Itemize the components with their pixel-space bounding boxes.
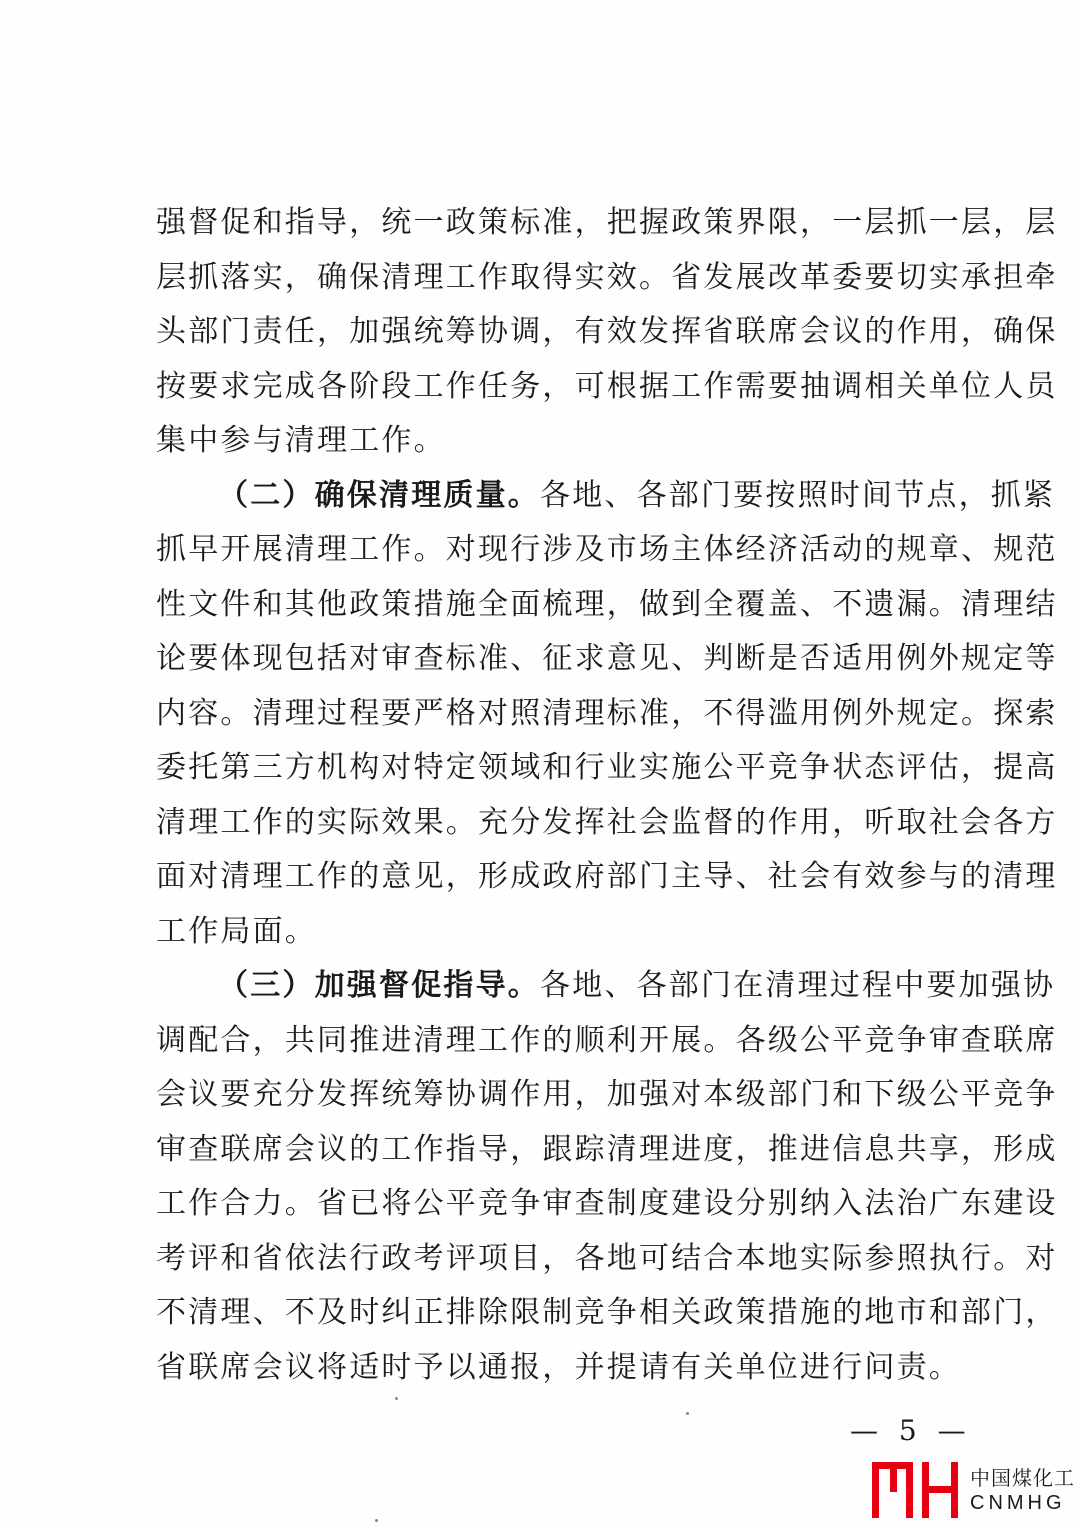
paragraph-first-line	[156, 469, 1056, 524]
text-line: 层抓落实，确保清理工作取得实效。省发展改革委要切实承担牵	[156, 259, 1058, 295]
text-line: 按要求完成各阶段工作任务，可根据工作需要抽调相关单位人员	[156, 368, 1058, 404]
text-line: 省联席会议将适时予以通报，并提请有关单位进行问责。	[156, 1349, 961, 1385]
text-line: 会议要充分发挥统筹协调作用，加强对本级部门和下级公平竞争	[156, 1077, 1058, 1112]
text-line: 清理工作的实际效果。充分发挥社会监督的作用，听取社会各方	[156, 804, 1058, 840]
text-line: 强督促和指导，统一政策标准，把握政策界限，一层抓一层，层	[156, 205, 1058, 240]
scan-speck	[375, 1519, 378, 1522]
text-line: 内容。清理过程要严格对照清理标准，不得滥用例外规定。探索	[156, 695, 1058, 731]
watermark-name-en: CNMHG	[970, 1492, 1066, 1514]
page-number: — 5 —	[850, 1414, 972, 1447]
text-run: 各地、各部门在清理过程中要加强协	[540, 968, 1056, 1003]
text-line: 调配合，共同推进清理工作的顺利开展。各级公平竞争审查联席	[156, 1022, 1058, 1058]
section-heading: （三）加强督促指导。	[218, 968, 540, 1003]
text-line: 抓早开展清理工作。对现行涉及市场主体经济活动的规章、规范	[156, 532, 1058, 567]
text-line: 不清理、不及时纠正排除限制竞争相关政策措施的地市和部门，	[156, 1295, 1058, 1330]
text-line: 头部门责任，加强统筹协调，有效发挥省联席会议的作用，确保	[156, 314, 1058, 349]
document-body	[156, 196, 1058, 1395]
text-run: 各地、各部门要按照时间节点，抓紧	[540, 477, 1056, 513]
section-heading: （二）确保清理质量。	[218, 477, 540, 513]
watermark	[870, 1458, 1080, 1520]
scan-speck	[395, 1397, 398, 1400]
text-line: 工作合力。省已将公平竞争审查制度建设分别纳入法治广东建设	[156, 1186, 1058, 1221]
text-line: 面对清理工作的意见，形成政府部门主导、社会有效参与的清理	[156, 859, 1058, 894]
cnmhg-logo-icon	[870, 1458, 962, 1520]
text-line: 集中参与清理工作。	[156, 423, 446, 458]
text-line: 性文件和其他政策措施全面梳理，做到全覆盖、不遗漏。清理结	[156, 586, 1058, 622]
scan-speck	[686, 1412, 689, 1415]
text-line: 工作局面。	[156, 913, 317, 949]
text-line: 论要体现包括对审查标准、征求意见、判断是否适用例外规定等	[156, 641, 1058, 676]
watermark-name-cn: 中国煤化工	[970, 1466, 1075, 1490]
text-line: 审查联席会议的工作指导，跟踪清理进度，推进信息共享，形成	[156, 1131, 1058, 1167]
text-line: 委托第三方机构对特定领域和行业实施公平竞争状态评估，提高	[156, 750, 1058, 785]
paragraph-first-line	[156, 959, 1056, 1014]
text-line: 考评和省依法行政考评项目，各地可结合本地实际参照执行。对	[156, 1240, 1058, 1276]
